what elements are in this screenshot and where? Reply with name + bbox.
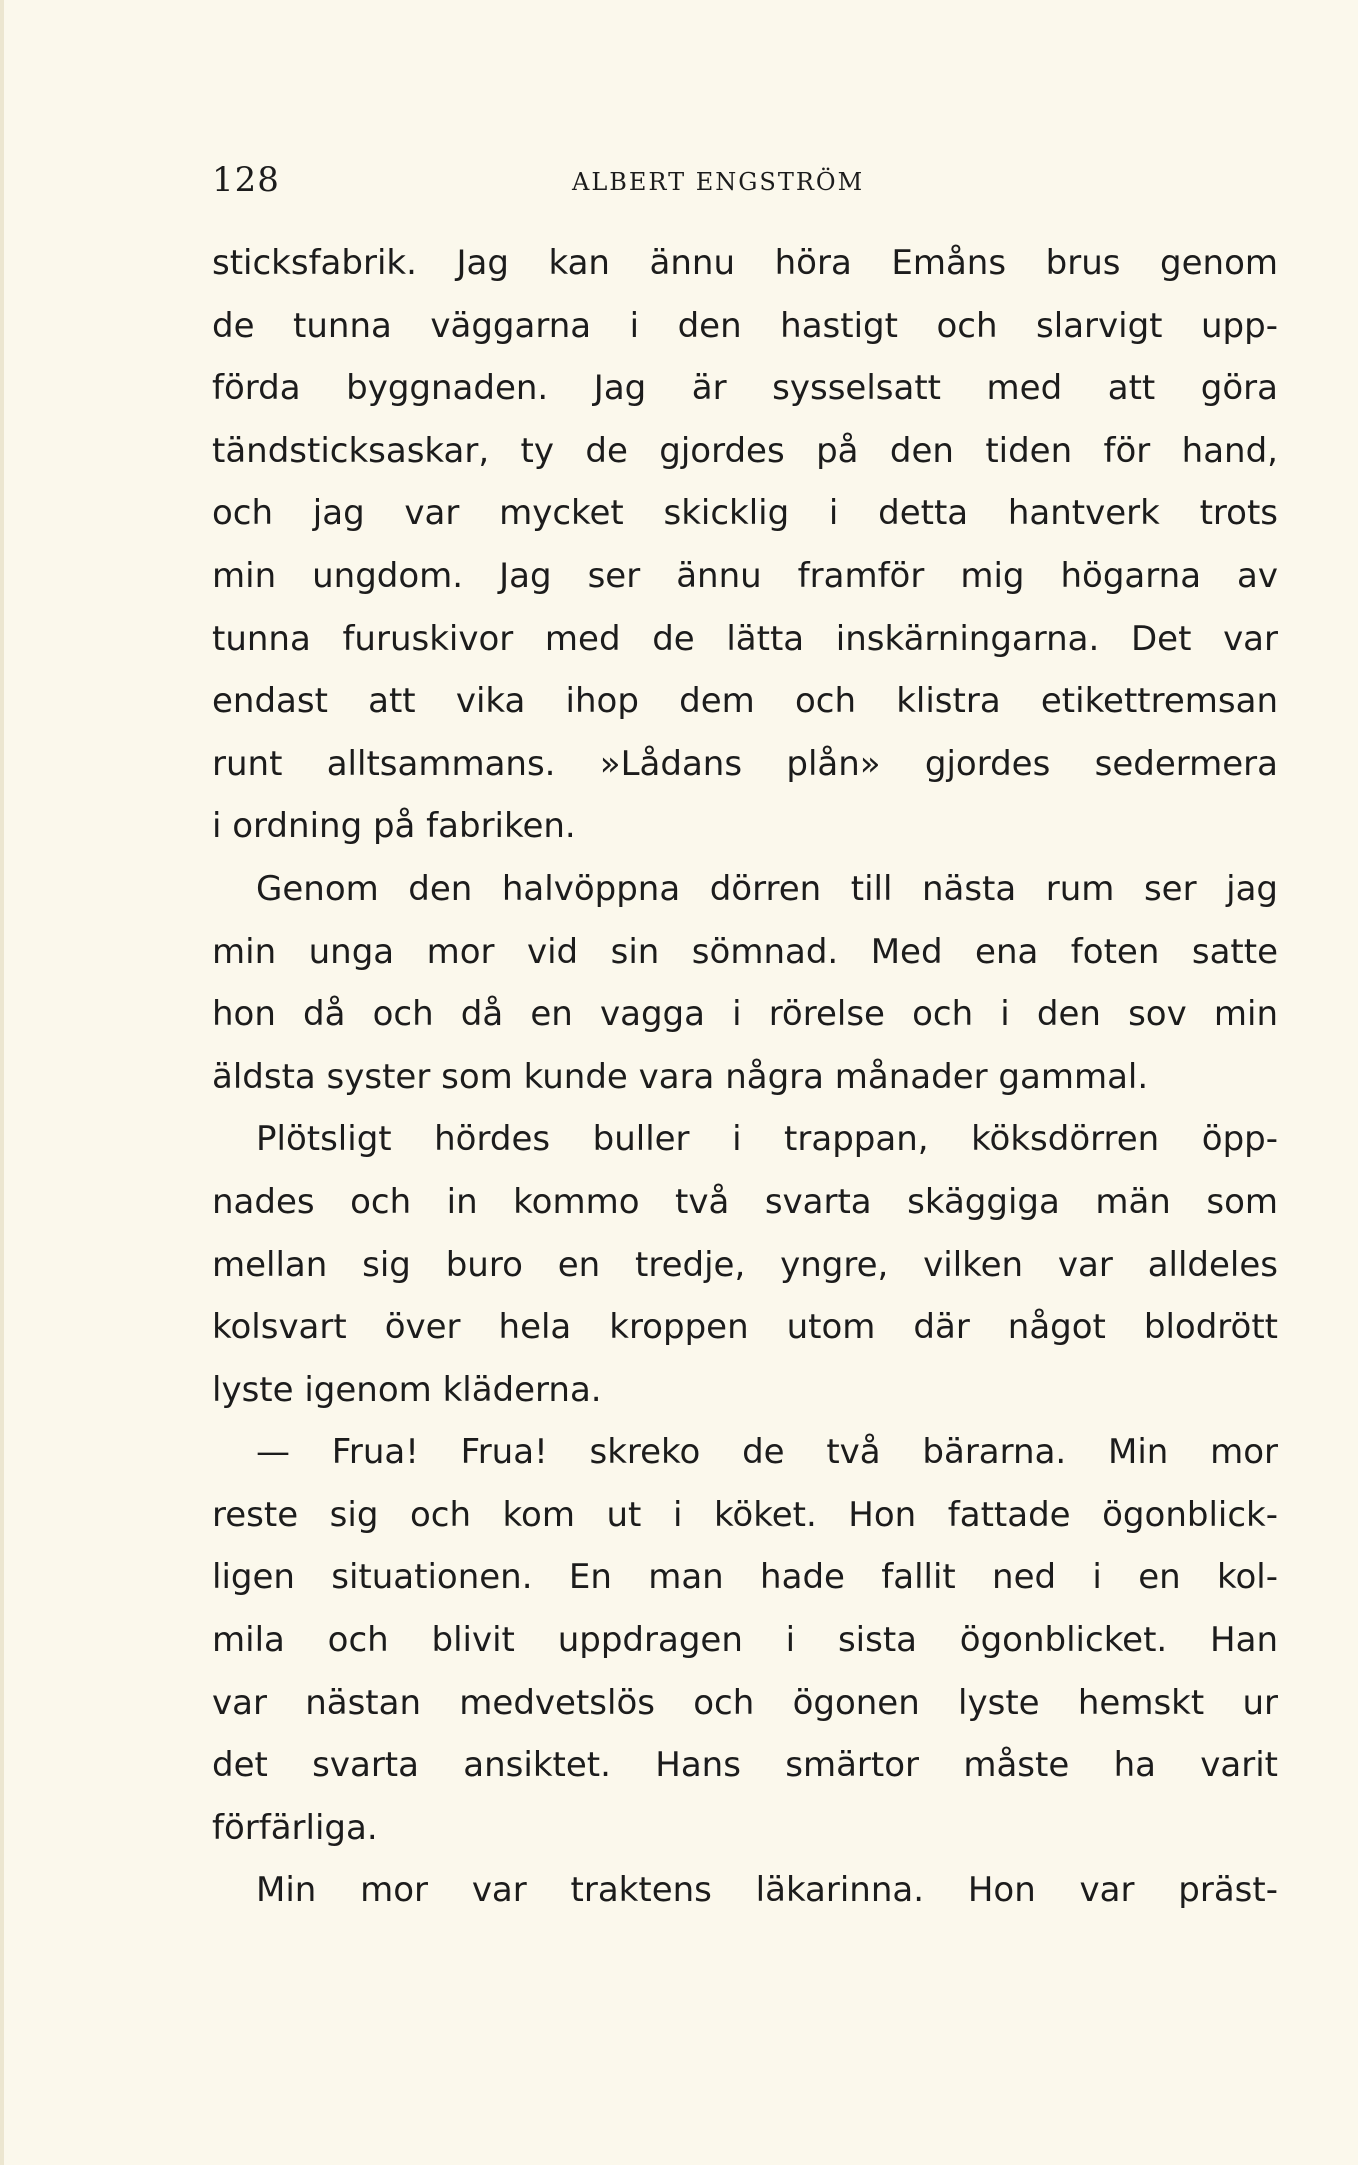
text-line: — Frua! Frua! skreko de två bärarna. Min mor	[256, 1432, 1278, 1473]
text-line: i ordning på fabriken.	[212, 806, 576, 847]
text-line: det svarta ansiktet. Hans smärtor måste ha varit	[212, 1745, 1278, 1786]
text-line: tändsticksaskar, ty de gjordes på den tiden för hand,	[212, 430, 1278, 471]
text-line: mellan sig buro en tredje, yngre, vilken var alldeles	[212, 1244, 1278, 1285]
text-line: min unga mor vid sin sömnad. Med ena foten satte	[212, 931, 1278, 972]
text-line: mila och blivit uppdragen i sista ögonblicket. Han	[212, 1620, 1278, 1661]
text-line: Plötsligt hördes buller i trappan, köksdörren öpp-	[256, 1119, 1278, 1160]
text-line: sticksfabrik. Jag kan ännu höra Emåns brus genom	[212, 243, 1278, 283]
running-head	[212, 160, 1278, 200]
text-line: äldsta syster som kunde vara några månader gammal.	[212, 1056, 1149, 1097]
page-number: 128	[212, 160, 280, 200]
body-text	[212, 232, 1278, 1922]
text-line: var nästan medvetslös och ögonen lyste hemskt ur	[212, 1682, 1278, 1723]
text-line: Genom den halvöppna dörren till nästa rum ser jag	[256, 868, 1278, 909]
text-line: runt alltsammans. »Lådans plån» gjordes sedermera	[212, 743, 1278, 784]
running-head-title: ALBERT ENGSTRÖM	[572, 168, 865, 196]
text-line: kolsvart över hela kroppen utom där något blodrött	[212, 1307, 1278, 1348]
text-line: Min mor var traktens läkarinna. Hon var präst-	[256, 1870, 1278, 1911]
text-line: reste sig och kom ut i köket. Hon fattade ögonblick-	[212, 1494, 1278, 1535]
text-line: ligen situationen. En man hade fallit ned i en kol-	[212, 1557, 1278, 1598]
text-line: min ungdom. Jag ser ännu framför mig högarna av	[212, 555, 1278, 596]
text-line: tunna furuskivor med de lätta inskärningarna. Det var	[212, 618, 1278, 659]
text-line: förda byggnaden. Jag är sysselsatt med att göra	[212, 368, 1278, 409]
text-line: hon då och då en vagga i rörelse och i den sov min	[212, 994, 1278, 1035]
text-line: och jag var mycket skicklig i detta hantverk trots	[212, 493, 1278, 534]
text-line: endast att vika ihop dem och klistra etikettremsan	[212, 681, 1278, 722]
text-line: nades och in kommo två svarta skäggiga män som	[212, 1181, 1278, 1222]
text-line: de tunna väggarna i den hastigt och slarvigt upp-	[212, 305, 1278, 346]
page-edge	[0, 0, 4, 2165]
text-line: förfärliga.	[212, 1807, 378, 1848]
text-line: lyste igenom kläderna.	[212, 1369, 602, 1410]
